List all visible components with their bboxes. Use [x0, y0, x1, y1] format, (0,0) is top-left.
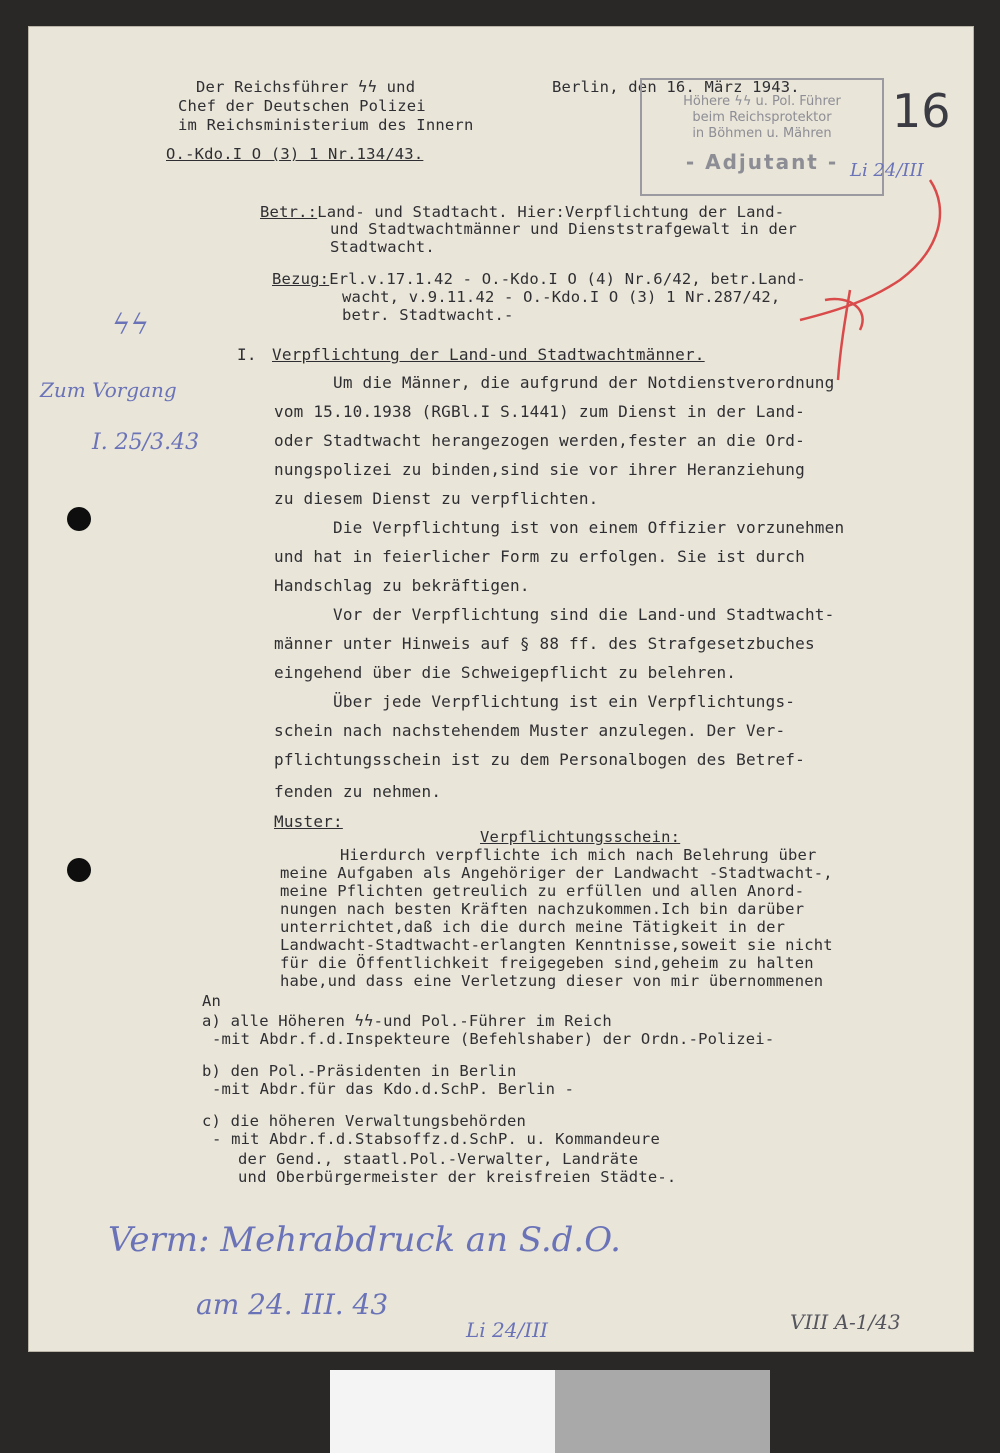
- subject-line-3: Stadtwacht.: [330, 238, 435, 256]
- distribution-b-2: -mit Abdr.für das Kdo.d.SchP. Berlin -: [212, 1080, 575, 1098]
- distribution-a-1: a) alle Höheren ϟϟ-und Pol.-Führer im Reich: [202, 1012, 612, 1030]
- punch-hole-bottom: [67, 858, 91, 882]
- body-line-6: Die Verpflichtung ist von einem Offizier vorzunehmen: [333, 518, 845, 537]
- subject-line-2: und Stadtwachtmänner und Dienststrafgewalt in der: [330, 220, 798, 238]
- distribution-an: An: [202, 992, 222, 1010]
- sender-line-2: Chef der Deutschen Polizei: [178, 97, 426, 115]
- margin-note-date: I. 25/3.43: [92, 430, 200, 455]
- red-pencil-mark: [780, 170, 970, 390]
- section-number: I.: [237, 345, 257, 364]
- reference-line-3: betr. Stadtwacht.-: [342, 306, 514, 324]
- subject-text-1: Land- und Stadtacht. Hier:Verpflichtung der Land-: [317, 203, 785, 221]
- page-number: 16: [892, 84, 951, 138]
- body-line-2: vom 15.10.1938 (RGBl.I S.1441) zum Dienst in der Land-: [274, 402, 805, 421]
- stamp-line-3: in Böhmen u. Mähren: [692, 126, 832, 141]
- subject-label: Betr.:: [260, 203, 318, 221]
- stamp-line-4: - Adjutant -: [685, 150, 839, 174]
- body-line-10: männer unter Hinweis auf § 88 ff. des Strafgesetzbuches: [274, 634, 815, 653]
- date-line: Berlin, den 16. März 1943.: [552, 78, 800, 96]
- muster-label: Muster:: [274, 812, 343, 831]
- reference-label: Bezug:: [272, 270, 330, 288]
- distribution-b-1: b) den Pol.-Präsidenten in Berlin: [202, 1062, 517, 1080]
- body-line-14: pflichtungsschein ist zu dem Personalbogen des Betref-: [274, 750, 805, 769]
- margin-note-vorgang: Zum Vorgang: [40, 378, 177, 402]
- bottom-note-mehrabdruck: Verm: Mehrabdruck an S.d.O.: [108, 1220, 621, 1260]
- muster-line-2: meine Aufgaben als Angehöriger der Landwacht -Stadtwacht-,: [280, 864, 833, 882]
- distribution-c-3: der Gend., staatl.Pol.-Verwalter, Landräte: [238, 1150, 639, 1168]
- scan-calibration-white: [330, 1370, 555, 1453]
- body-line-3: oder Stadtwacht herangezogen werden,fester an die Ord-: [274, 431, 805, 450]
- reference-line-2: wacht, v.9.11.42 - O.-Kdo.I O (3) 1 Nr.287/42,: [342, 288, 781, 306]
- punch-hole-top: [67, 507, 91, 531]
- body-line-9: Vor der Verpflichtung sind die Land-und Stadtwacht-: [333, 605, 835, 624]
- distribution-c-4: und Oberbürgermeister der kreisfreien Städte-.: [238, 1168, 677, 1186]
- distribution-c-2: - mit Abdr.f.d.Stabsoffz.d.SchP. u. Kommandeure: [212, 1130, 660, 1148]
- body-line-4: nungspolizei zu binden,sind sie vor ihrer Heranziehung: [274, 460, 805, 479]
- muster-line-5: unterrichtet,daß ich die durch meine Tätigkeit in der: [280, 918, 786, 936]
- body-line-8: Handschlag zu bekräftigen.: [274, 576, 530, 595]
- reference-line-1: [272, 270, 806, 288]
- sender-line-1: Der Reichsführer ϟϟ und: [196, 78, 416, 96]
- margin-ss-mark: ϟϟ: [112, 308, 149, 341]
- muster-line-6: Landwacht-Stadtwacht-erlangten Kenntnisse,soweit sie nicht: [280, 936, 833, 954]
- distribution-a-2: -mit Abdr.f.d.Inspekteure (Befehlshaber) der Ordn.-Polizei-: [212, 1030, 775, 1048]
- muster-line-1: Hierdurch verpflichte ich mich nach Belehrung über: [340, 846, 817, 864]
- body-line-15: fenden zu nehmen.: [274, 782, 442, 801]
- body-line-12: Über jede Verpflichtung ist ein Verpflichtungs-: [333, 692, 796, 711]
- reference-number: O.-Kdo.I O (3) 1 Nr.134/43.: [166, 145, 424, 163]
- muster-line-8: habe,und dass eine Verletzung dieser von mir übernommenen: [280, 972, 824, 990]
- bottom-initial: Li 24/III: [466, 1318, 548, 1342]
- file-reference: VIII A-1/43: [790, 1310, 901, 1334]
- stamp-line-2: beim Reichsprotektor: [692, 110, 832, 125]
- top-initial-handwriting: Li 24/III: [850, 160, 924, 181]
- distribution-c-1: c) die höheren Verwaltungsbehörden: [202, 1112, 527, 1130]
- section-title: Verpflichtung der Land-und Stadtwachtmänner.: [272, 345, 705, 364]
- body-line-13: schein nach nachstehendem Muster anzulegen. Der Ver-: [274, 721, 786, 740]
- muster-line-3: meine Pflichten getreulich zu erfüllen und allen Anord-: [280, 882, 805, 900]
- scan-calibration-gray: [555, 1370, 770, 1453]
- sender-line-3: im Reichsministerium des Innern: [178, 116, 474, 134]
- muster-title: Verpflichtungsschein:: [480, 828, 681, 846]
- body-line-11: eingehend über die Schweigepflicht zu belehren.: [274, 663, 737, 682]
- body-line-7: und hat in feierlicher Form zu erfolgen. Sie ist durch: [274, 547, 805, 566]
- body-line-5: zu diesem Dienst zu verpflichten.: [274, 489, 599, 508]
- bottom-note-date: am 24. III. 43: [196, 1288, 389, 1321]
- muster-line-4: nungen nach besten Kräften nachzukommen.Ich bin darüber: [280, 900, 805, 918]
- reference-text-1: Erl.v.17.1.42 - O.-Kdo.I O (4) Nr.6/42, betr.Land-: [329, 270, 806, 288]
- body-line-1: Um die Männer, die aufgrund der Notdienstverordnung: [333, 373, 835, 392]
- muster-line-7: für die Öffentlichkeit freigegeben sind,geheim zu halten: [280, 954, 814, 972]
- subject-line-1: [260, 203, 784, 221]
- stamp-line-1: Höhere ϟϟ u. Pol. Führer: [683, 94, 841, 109]
